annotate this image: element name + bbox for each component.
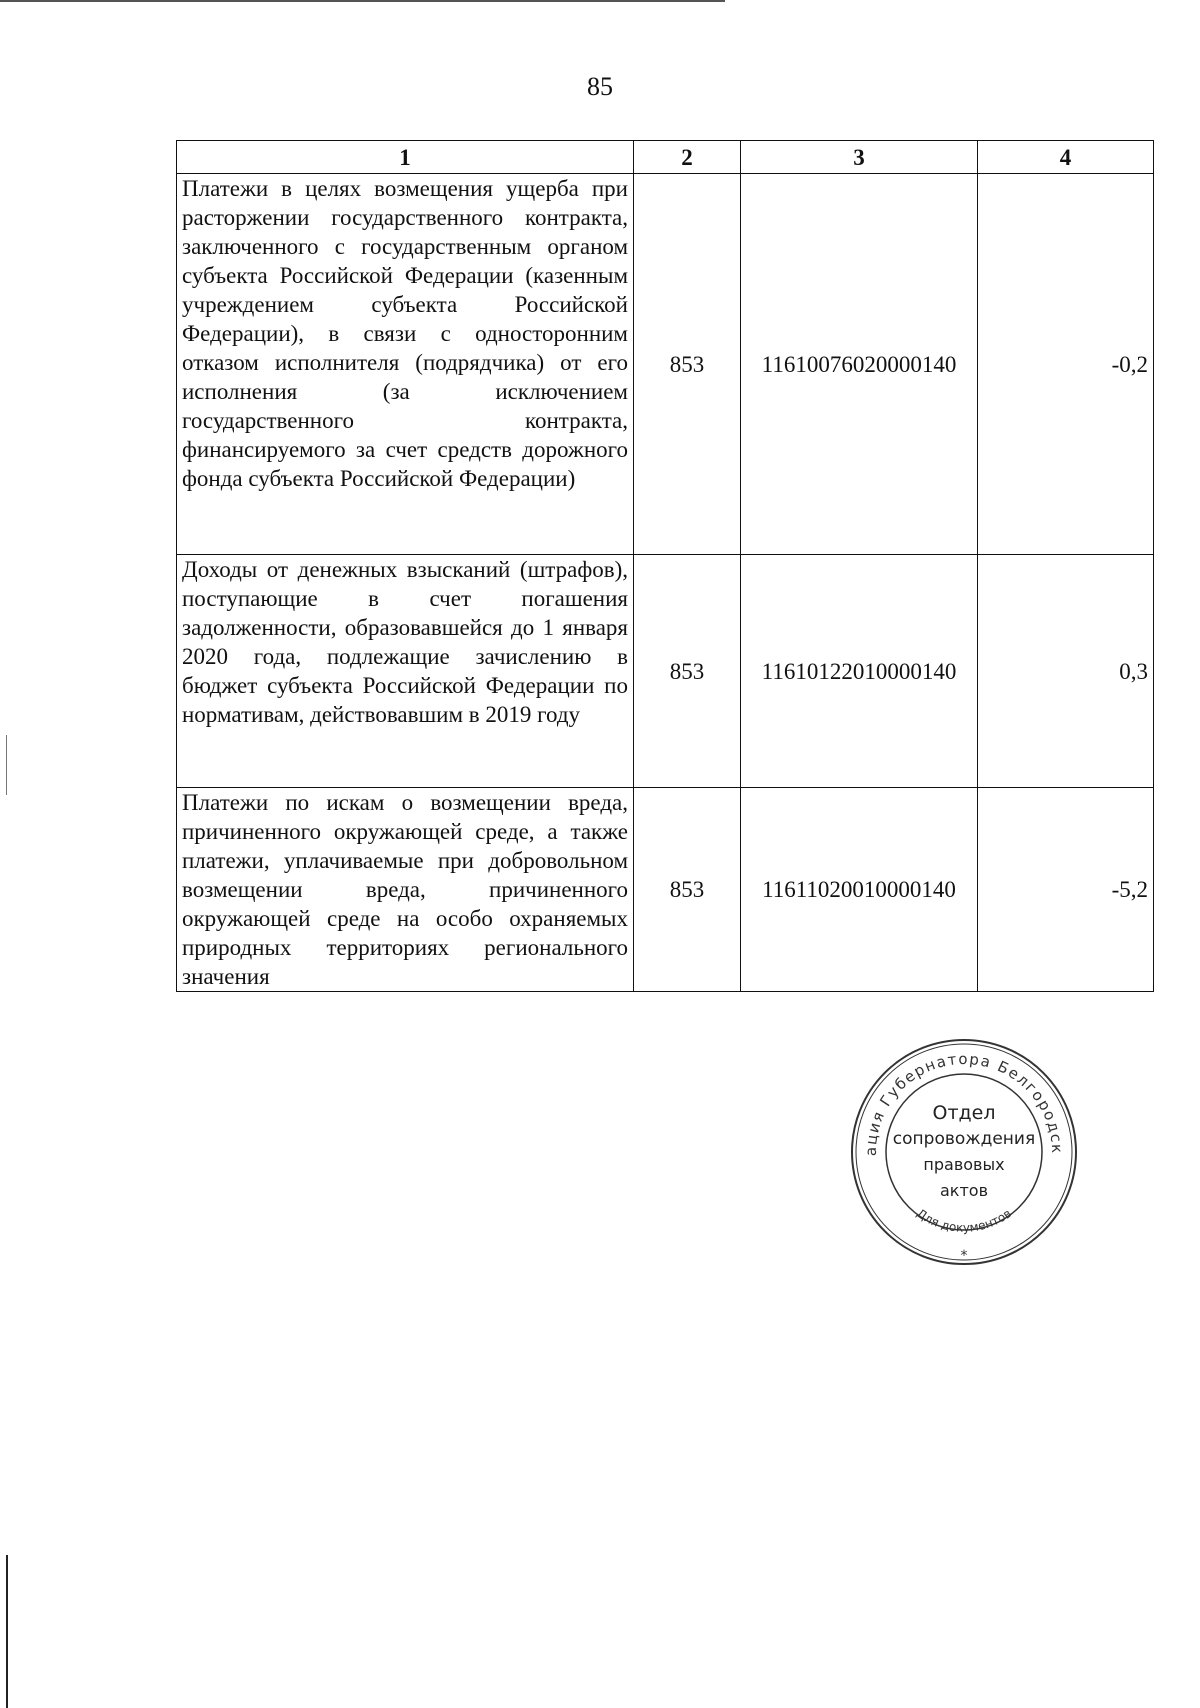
column-header: 2: [634, 141, 741, 174]
stamp-line: актов: [939, 1181, 988, 1200]
table-row: [177, 174, 1154, 555]
stamp-center: [848, 1036, 1080, 1268]
table-header-row: [177, 141, 1154, 174]
row-description: Доходы от денежных взысканий (штрафов), поступающие в счет погашения задолженности, образовавшейся до 1 января 2020 года, подлежащие зачислению в бюджет субъекта Российской Федерации по нормативам, действовавшим в 2019 году: [177, 555, 634, 788]
table-row: [177, 788, 1154, 992]
stamp-bottom-text: Для документов: [914, 1206, 1014, 1235]
row-description: Платежи по искам о возмещении вреда, причиненного окружающей среде, а также платежи, уплачиваемые при добровольном возмещении вреда, причиненного окружающей среде на особо охраняемых природных территориях регионального значения: [177, 788, 634, 992]
row-kbk-code: 11610122010000140: [741, 555, 978, 788]
column-header: 3: [741, 141, 978, 174]
scan-edge-mark: [6, 1555, 8, 1708]
revenue-table: [176, 140, 1154, 992]
row-admin-code: 853: [634, 174, 741, 555]
scan-edge-mark: [6, 735, 7, 795]
page-number: 85: [587, 72, 613, 101]
row-admin-code: 853: [634, 788, 741, 992]
row-description: Платежи в целях возмещения ущерба при расторжении государственного контракта, заключенного с государственным органом субъекта Российской Федерации (казенным учреждением субъекта Российской Федерации), в связи с односторонним отказом исполнителя (подрядчика) от его исполнения (за исключением государственного контракта, финансируемого за счет средств дорожного фонда субъекта Российской Федерации): [177, 174, 634, 555]
row-amount: -5,2: [978, 788, 1154, 992]
row-admin-code: 853: [634, 555, 741, 788]
top-edge-line: [0, 0, 725, 2]
official-stamp: [848, 1036, 1080, 1268]
stamp-line: Отдел: [932, 1102, 996, 1124]
row-amount: 0,3: [978, 555, 1154, 788]
row-kbk-code: 11611020010000140: [741, 788, 978, 992]
row-amount: -0,2: [978, 174, 1154, 555]
row-kbk-code: 11610076020000140: [741, 174, 978, 555]
stamp-star: *: [960, 1248, 968, 1264]
column-header: 4: [978, 141, 1154, 174]
stamp-line: правовых: [923, 1155, 1005, 1174]
stamp-line: сопровождения: [892, 1129, 1036, 1149]
column-header: 1: [177, 141, 634, 174]
stamp-ring-text: ация Губернатора Белгородск: [861, 1049, 1067, 1157]
table-row: [177, 555, 1154, 788]
